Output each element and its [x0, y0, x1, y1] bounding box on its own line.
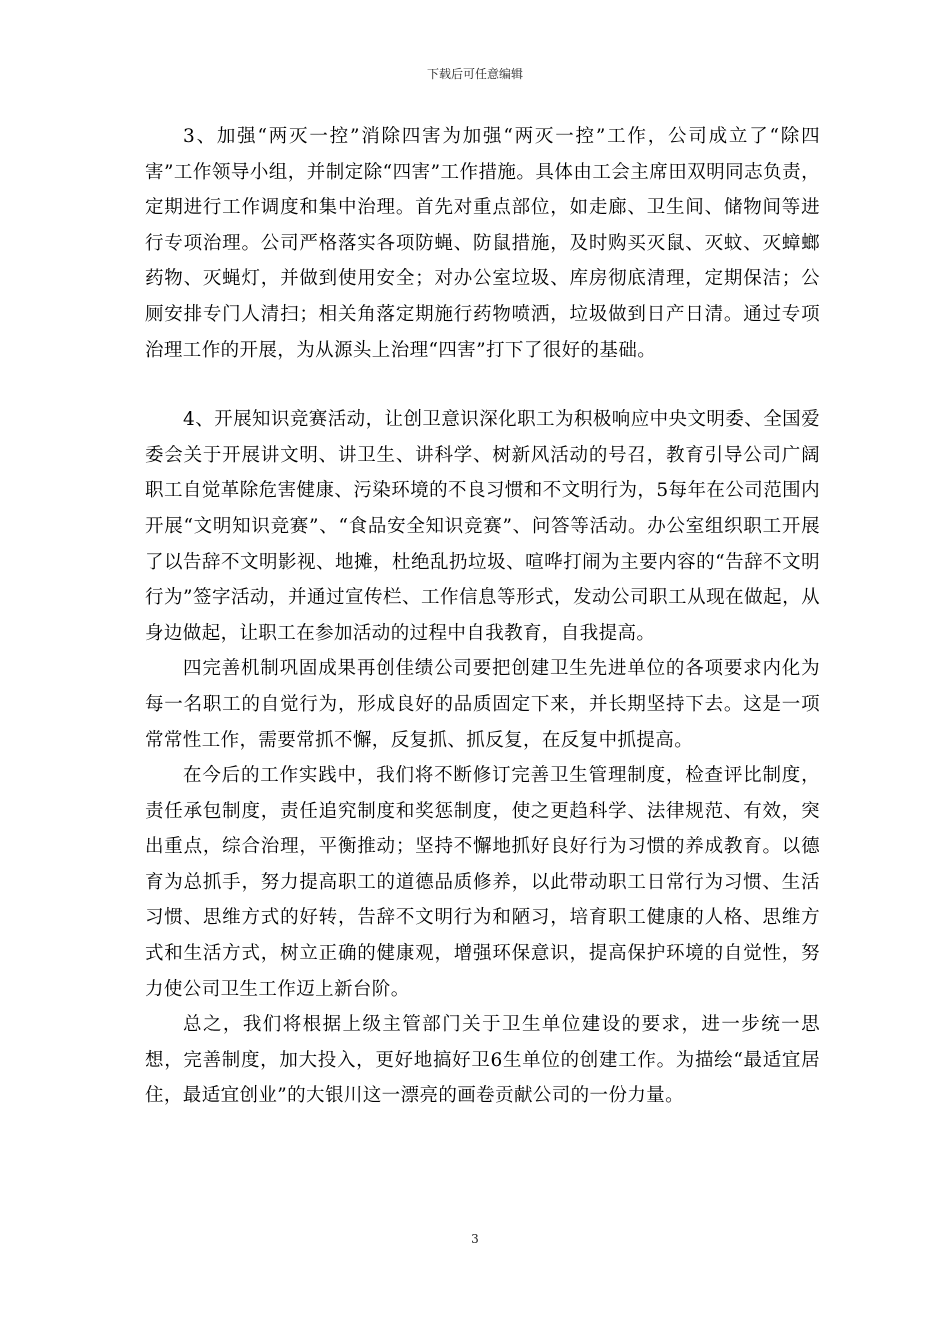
paragraph-gap — [145, 368, 820, 402]
page-header: 下载后可任意编辑 — [426, 67, 523, 81]
paragraph-improve-mechanism: 四完善机制巩固成果再创佳绩公司要把创建卫生先进单位的各项要求内化为每一名职工的自觉行为，形成良好的品质固定下来，并长期坚持下去。这是一项常常性工作，需要常抓不懈，反复抓、抓反复，在反复中抓提高。 — [145, 658, 820, 751]
page-number: 3 — [471, 1232, 479, 1246]
document-body — [145, 119, 820, 1114]
paragraph-conclusion: 总之，我们将根据上级主管部门关于卫生单位建设的要求，进一步统一思想，完善制度，加大投入，更好地搞好卫6生单位的创建工作。为描绘“最适宜居住，最适宜创业”的大银川这一漂亮的画卷贡献公司的一份力量。 — [145, 1014, 820, 1107]
paragraph-knowledge-contest: 4、开展知识竞赛活动，让创卫意识深化职工为积极响应中央文明委、全国爱委会关于开展讲文明、讲卫生、讲科学、树新风活动的号召，教育引导公司广阔职工自觉革除危害健康、污染环境的不良习惯和不文明行为，5每年在公司范围内开展“文明知识竞赛”、“食品安全知识竞赛”、问答等活动。办公室组织职工开展了以告辞不文明影视、地摊，杜绝乱扔垃圾、喧哗打闹为主要内容的“告辞不文明行为”签字活动，并通过宣传栏、工作信息等形式，发动公司职工从现在做起，从身边做起，让职工在参加活动的过程中自我教育，自我提高。 — [145, 409, 820, 644]
paragraph-eliminate-four-pests: 3、加强“两灭一控”消除四害为加强“两灭一控”工作，公司成立了“除四害”工作领导小组，并制定除“四害”工作措施。具体由工会主席田双明同志负责，定期进行工作调度和集中治理。首先对重点部位，如走廊、卫生间、储物间等进行专项治理。公司严格落实各项防蝇、防鼠措施，及时购买灭鼠、灭蚊、灭蟑螂药物、灭蝇灯，并做到使用安全；对办公室垃圾、库房彻底清理，定期保洁；公厕安排专门人清扫；相关角落定期施行药物喷洒，垃圾做到日产日清。通过专项治理工作的开展，为从源头上治理“四害”打下了很好的基础。 — [145, 126, 820, 361]
paragraph-future-work: 在今后的工作实践中，我们将不断修订完善卫生管理制度，检查评比制度，责任承包制度，责任追究制度和奖惩制度，使之更趋科学、法律规范、有效，突出重点，综合治理，平衡推动；坚持不懈地抓好良好行为习惯的养成教育。以德育为总抓手，努力提高职工的道德品质修养，以此带动职工日常行为习惯、生活习惯、思维方式的好转，告辞不文明行为和陋习，培育职工健康的人格、思维方式和生活方式，树立正确的健康观，增强环保意识，提高保护环境的自觉性，努力使公司卫生工作迈上新台阶。 — [145, 765, 820, 1000]
